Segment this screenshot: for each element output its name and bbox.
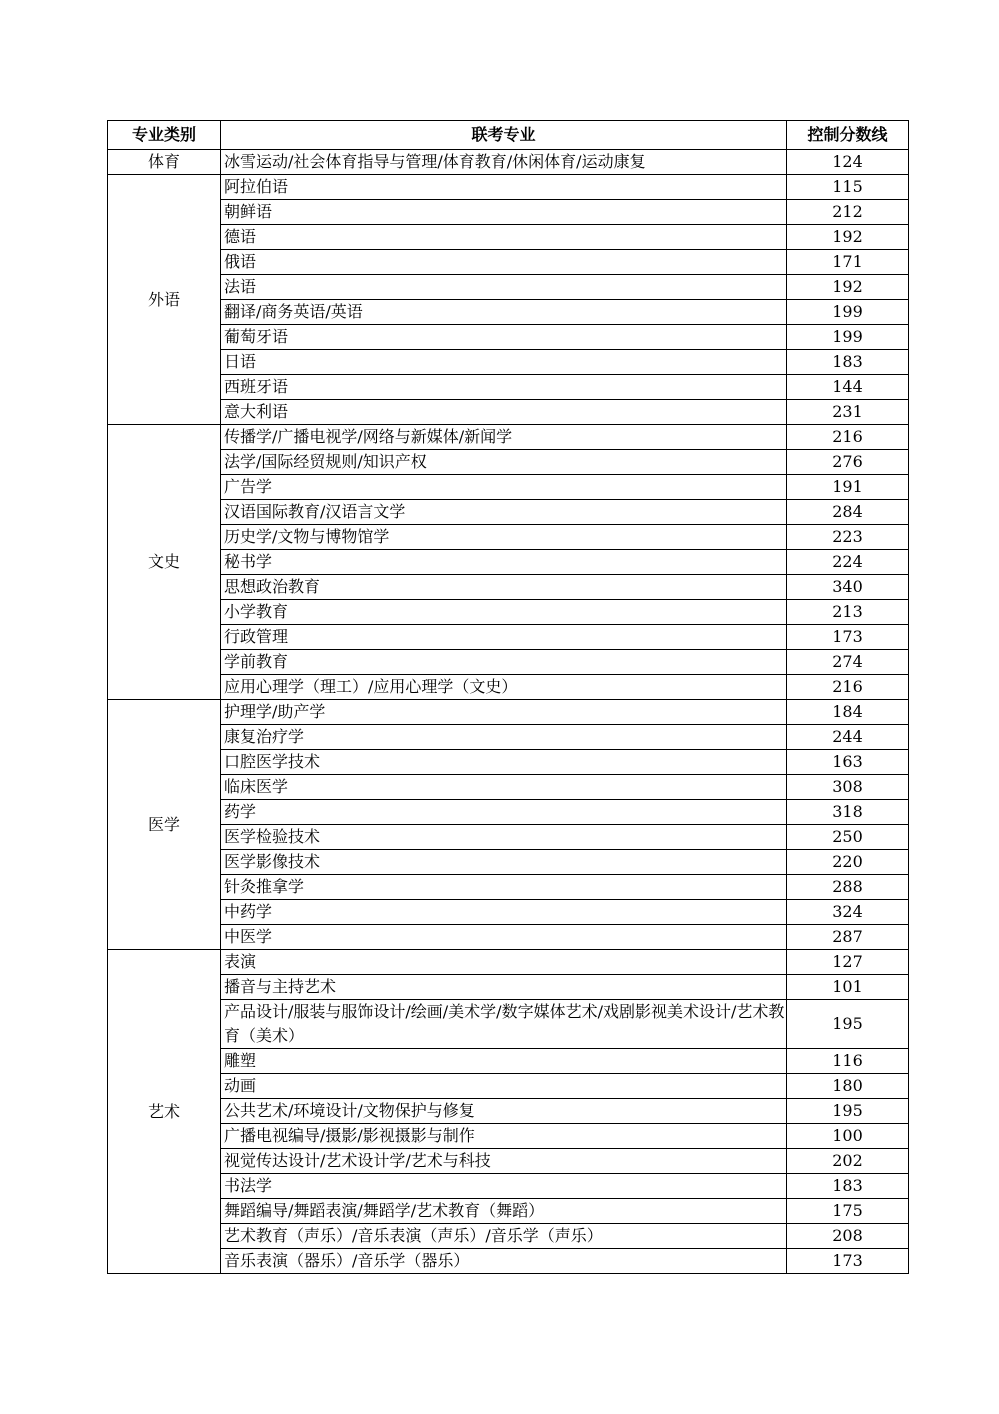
table-row	[108, 175, 909, 200]
score-cell: 127	[787, 950, 909, 975]
table-body	[108, 150, 909, 1274]
table-row	[108, 700, 909, 725]
major-cell: 临床医学	[221, 775, 787, 800]
category-cell: 艺术	[108, 950, 221, 1274]
table-row	[108, 475, 909, 500]
table-row	[108, 500, 909, 525]
category-cell: 体育	[108, 150, 221, 175]
major-cell: 雕塑	[221, 1049, 787, 1074]
table-row	[108, 725, 909, 750]
major-cell: 历史学/文物与博物馆学	[221, 525, 787, 550]
score-cell: 101	[787, 975, 909, 1000]
table-row	[108, 200, 909, 225]
major-cell: 朝鲜语	[221, 200, 787, 225]
score-cell: 199	[787, 325, 909, 350]
score-cell: 284	[787, 500, 909, 525]
score-cell: 115	[787, 175, 909, 200]
major-cell: 冰雪运动/社会体育指导与管理/体育教育/休闲体育/运动康复	[221, 150, 787, 175]
table-row	[108, 425, 909, 450]
score-cell: 195	[787, 1000, 909, 1049]
major-cell: 意大利语	[221, 400, 787, 425]
major-cell: 法语	[221, 275, 787, 300]
major-cell: 视觉传达设计/艺术设计学/艺术与科技	[221, 1149, 787, 1174]
major-cell: 西班牙语	[221, 375, 787, 400]
header-row	[108, 121, 909, 150]
table-row	[108, 1199, 909, 1224]
score-cell: 216	[787, 675, 909, 700]
category-cell: 医学	[108, 700, 221, 950]
table-row	[108, 975, 909, 1000]
table-row	[108, 1000, 909, 1049]
major-cell: 秘书学	[221, 550, 787, 575]
table-row	[108, 525, 909, 550]
major-cell: 艺术教育（声乐）/音乐表演（声乐）/音乐学（声乐）	[221, 1224, 787, 1249]
major-cell: 护理学/助产学	[221, 700, 787, 725]
major-cell: 舞蹈编导/舞蹈表演/舞蹈学/艺术教育（舞蹈）	[221, 1199, 787, 1224]
table-row	[108, 1249, 909, 1274]
score-cell: 324	[787, 900, 909, 925]
score-cell: 184	[787, 700, 909, 725]
major-cell: 动画	[221, 1074, 787, 1099]
score-cell: 192	[787, 275, 909, 300]
score-cell: 173	[787, 625, 909, 650]
score-cell: 340	[787, 575, 909, 600]
score-cell: 308	[787, 775, 909, 800]
major-cell: 针灸推拿学	[221, 875, 787, 900]
major-cell: 中医学	[221, 925, 787, 950]
score-cell: 212	[787, 200, 909, 225]
major-cell: 小学教育	[221, 600, 787, 625]
score-cell: 220	[787, 850, 909, 875]
score-cell: 318	[787, 800, 909, 825]
score-cell: 175	[787, 1199, 909, 1224]
major-cell: 汉语国际教育/汉语言文学	[221, 500, 787, 525]
major-cell: 传播学/广播电视学/网络与新媒体/新闻学	[221, 425, 787, 450]
table-row	[108, 600, 909, 625]
major-cell: 药学	[221, 800, 787, 825]
major-cell: 康复治疗学	[221, 725, 787, 750]
score-cell: 192	[787, 225, 909, 250]
table-row	[108, 1074, 909, 1099]
score-cell: 250	[787, 825, 909, 850]
major-cell: 翻译/商务英语/英语	[221, 300, 787, 325]
major-cell: 学前教育	[221, 650, 787, 675]
score-cell: 180	[787, 1074, 909, 1099]
score-cell: 287	[787, 925, 909, 950]
score-cell: 244	[787, 725, 909, 750]
score-cell: 208	[787, 1224, 909, 1249]
table-row	[108, 650, 909, 675]
major-cell: 应用心理学（理工）/应用心理学（文史）	[221, 675, 787, 700]
major-cell: 口腔医学技术	[221, 750, 787, 775]
table-row	[108, 375, 909, 400]
table-row	[108, 875, 909, 900]
table-row	[108, 775, 909, 800]
major-cell: 公共艺术/环境设计/文物保护与修复	[221, 1099, 787, 1124]
table-row	[108, 150, 909, 175]
major-cell: 法学/国际经贸规则/知识产权	[221, 450, 787, 475]
score-cell: 163	[787, 750, 909, 775]
table-row	[108, 825, 909, 850]
score-cell: 171	[787, 250, 909, 275]
score-cell: 195	[787, 1099, 909, 1124]
major-cell: 广告学	[221, 475, 787, 500]
category-cell: 外语	[108, 175, 221, 425]
header-score: 控制分数线	[787, 121, 909, 150]
table-row	[108, 675, 909, 700]
score-cell: 276	[787, 450, 909, 475]
header-category: 专业类别	[108, 121, 221, 150]
score-cell: 288	[787, 875, 909, 900]
score-cell: 191	[787, 475, 909, 500]
score-cell: 216	[787, 425, 909, 450]
score-cell: 224	[787, 550, 909, 575]
table-row	[108, 625, 909, 650]
table-row	[108, 800, 909, 825]
major-cell: 播音与主持艺术	[221, 975, 787, 1000]
table-row	[108, 925, 909, 950]
major-cell: 中药学	[221, 900, 787, 925]
score-cell: 173	[787, 1249, 909, 1274]
major-cell: 书法学	[221, 1174, 787, 1199]
table-row	[108, 1049, 909, 1074]
score-cell: 223	[787, 525, 909, 550]
score-cell: 213	[787, 600, 909, 625]
table-row	[108, 225, 909, 250]
score-cell: 183	[787, 350, 909, 375]
table-row	[108, 575, 909, 600]
table-row	[108, 300, 909, 325]
score-cell: 274	[787, 650, 909, 675]
major-cell: 音乐表演（器乐）/音乐学（器乐）	[221, 1249, 787, 1274]
major-cell: 医学检验技术	[221, 825, 787, 850]
score-cell: 144	[787, 375, 909, 400]
major-cell: 阿拉伯语	[221, 175, 787, 200]
major-cell: 俄语	[221, 250, 787, 275]
score-cell: 199	[787, 300, 909, 325]
table-row	[108, 850, 909, 875]
category-cell: 文史	[108, 425, 221, 700]
major-cell: 产品设计/服装与服饰设计/绘画/美术学/数字媒体艺术/戏剧影视美术设计/艺术教育（美术）	[221, 1000, 787, 1049]
table-row	[108, 350, 909, 375]
table-row	[108, 1149, 909, 1174]
table-row	[108, 400, 909, 425]
table-row	[108, 275, 909, 300]
major-cell: 思想政治教育	[221, 575, 787, 600]
score-cell: 116	[787, 1049, 909, 1074]
major-cell: 表演	[221, 950, 787, 975]
major-cell: 葡萄牙语	[221, 325, 787, 350]
score-cell: 100	[787, 1124, 909, 1149]
major-cell: 广播电视编导/摄影/影视摄影与制作	[221, 1124, 787, 1149]
header-major: 联考专业	[221, 121, 787, 150]
score-cell: 231	[787, 400, 909, 425]
score-cell: 124	[787, 150, 909, 175]
major-cell: 行政管理	[221, 625, 787, 650]
table-row	[108, 450, 909, 475]
table-row	[108, 1174, 909, 1199]
score-cell: 202	[787, 1149, 909, 1174]
table-row	[108, 250, 909, 275]
major-cell: 德语	[221, 225, 787, 250]
table-row	[108, 1099, 909, 1124]
table-row	[108, 750, 909, 775]
score-table	[107, 120, 909, 1274]
table-row	[108, 900, 909, 925]
table-row	[108, 950, 909, 975]
table-row	[108, 325, 909, 350]
table-row	[108, 550, 909, 575]
table-row	[108, 1124, 909, 1149]
table-row	[108, 1224, 909, 1249]
major-cell: 日语	[221, 350, 787, 375]
score-cell: 183	[787, 1174, 909, 1199]
major-cell: 医学影像技术	[221, 850, 787, 875]
